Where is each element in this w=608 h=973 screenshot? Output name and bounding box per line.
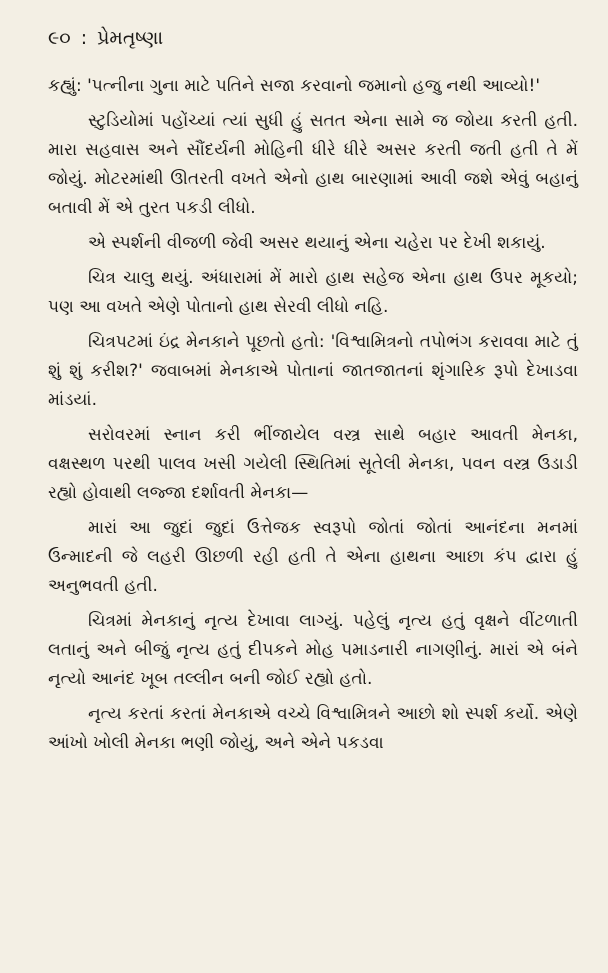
paragraph: ચિત્રમાં મેનકાનું નૃત્ય દેખાવા લાગ્યું. પહેલું નૃત્ય હતું વૃક્ષને વીંટળાતી લતાનું અને બીજું નૃત્ય હતું દીપકને મોહ પમાડનારી નાગણીનું. મારાં એ બંને નૃત્યો આનંદ ખૂબ તલ્લીન બની જોઈ રહ્યો હતો. bbox=[48, 611, 578, 689]
book-title: પ્રેમતૃષ્ણા bbox=[97, 27, 164, 49]
paragraph: મારાં આ જુદાં જુદાં ઉત્તેજક સ્વરૂપો જોતાં જોતાં આનંદના મનમાં ઉન્માદની જે લહરી ઊછળી રહી હતી તે એના હાથના આછા કંપ દ્વારા હું અનુભવતી હતી. bbox=[48, 518, 578, 596]
paragraph: ચિત્રપટમાં ઇંદ્ર મેનકાને પૂછતો હતો: 'વિશ્વામિત્રનો તપોભંગ કરાવવા માટે તું શું શું કરીશ?' જવાબમાં મેનકાએ પોતાનાં જાતજાતનાં શૃંગારિક રૂપો દેખાડવા માંડયાં. bbox=[48, 332, 578, 410]
body-text bbox=[48, 72, 578, 758]
page-header bbox=[48, 26, 578, 50]
header-separator: : bbox=[80, 27, 88, 49]
paragraph: સરોવરમાં સ્નાન કરી ભીંજાયેલ વસ્ત્ર સાથે બહાર આવતી મેનકા, વક્ષસ્થળ પરથી પાલવ ખસી ગયેલી સ્થિતિમાં સૂતેલી મેનકા, પવન વસ્ત્ર ઉડાડી રહ્યો હોવાથી લજ્જા દર્શાવતી મેનકા— bbox=[48, 425, 578, 503]
paragraph: ચિત્ર ચાલુ થયું. અંધારામાં મેં મારો હાથ સહેજ એના હાથ ઉપર મૂકયો; પણ આ વખતે એણે પોતાનો હાથ સેરવી લીધો નહિ. bbox=[48, 268, 578, 317]
paragraph-continued: કહ્યું: 'પત્નીના ગુના માટે પતિને સજા કરવાનો જમાનો હજુ નથી આવ્યો!' bbox=[48, 76, 541, 96]
page-number: ૯૦ bbox=[48, 27, 71, 49]
paragraph: નૃત્ય કરતાં કરતાં મેનકાએ વચ્ચે વિશ્વામિત્રને આછો શો સ્પર્શ કર્યો. એણે આંખો ખોલી મેનકા ભણી જોયું, અને એને પકડવા bbox=[48, 704, 578, 753]
paragraph: સ્ટુડિયોમાં પહોંચ્યાં ત્યાં સુધી હું સતત એના સામે જ જોયા કરતી હતી. મારા સહવાસ અને સૌંદર્યની મોહિની ધીરે ધીરે અસર કરતી જતી હતી તે મેં જોયું. મોટરમાંથી ઊતરતી વખતે એનો હાથ બારણામાં આવી જશે એવું બહાનું બતાવી મેં એ તુરત પકડી લીધો. bbox=[48, 111, 578, 218]
paragraph: એ સ્પર્શની વીજળી જેવી અસર થયાનું એના ચહેરા પર દેખી શકાયું. bbox=[88, 233, 546, 253]
